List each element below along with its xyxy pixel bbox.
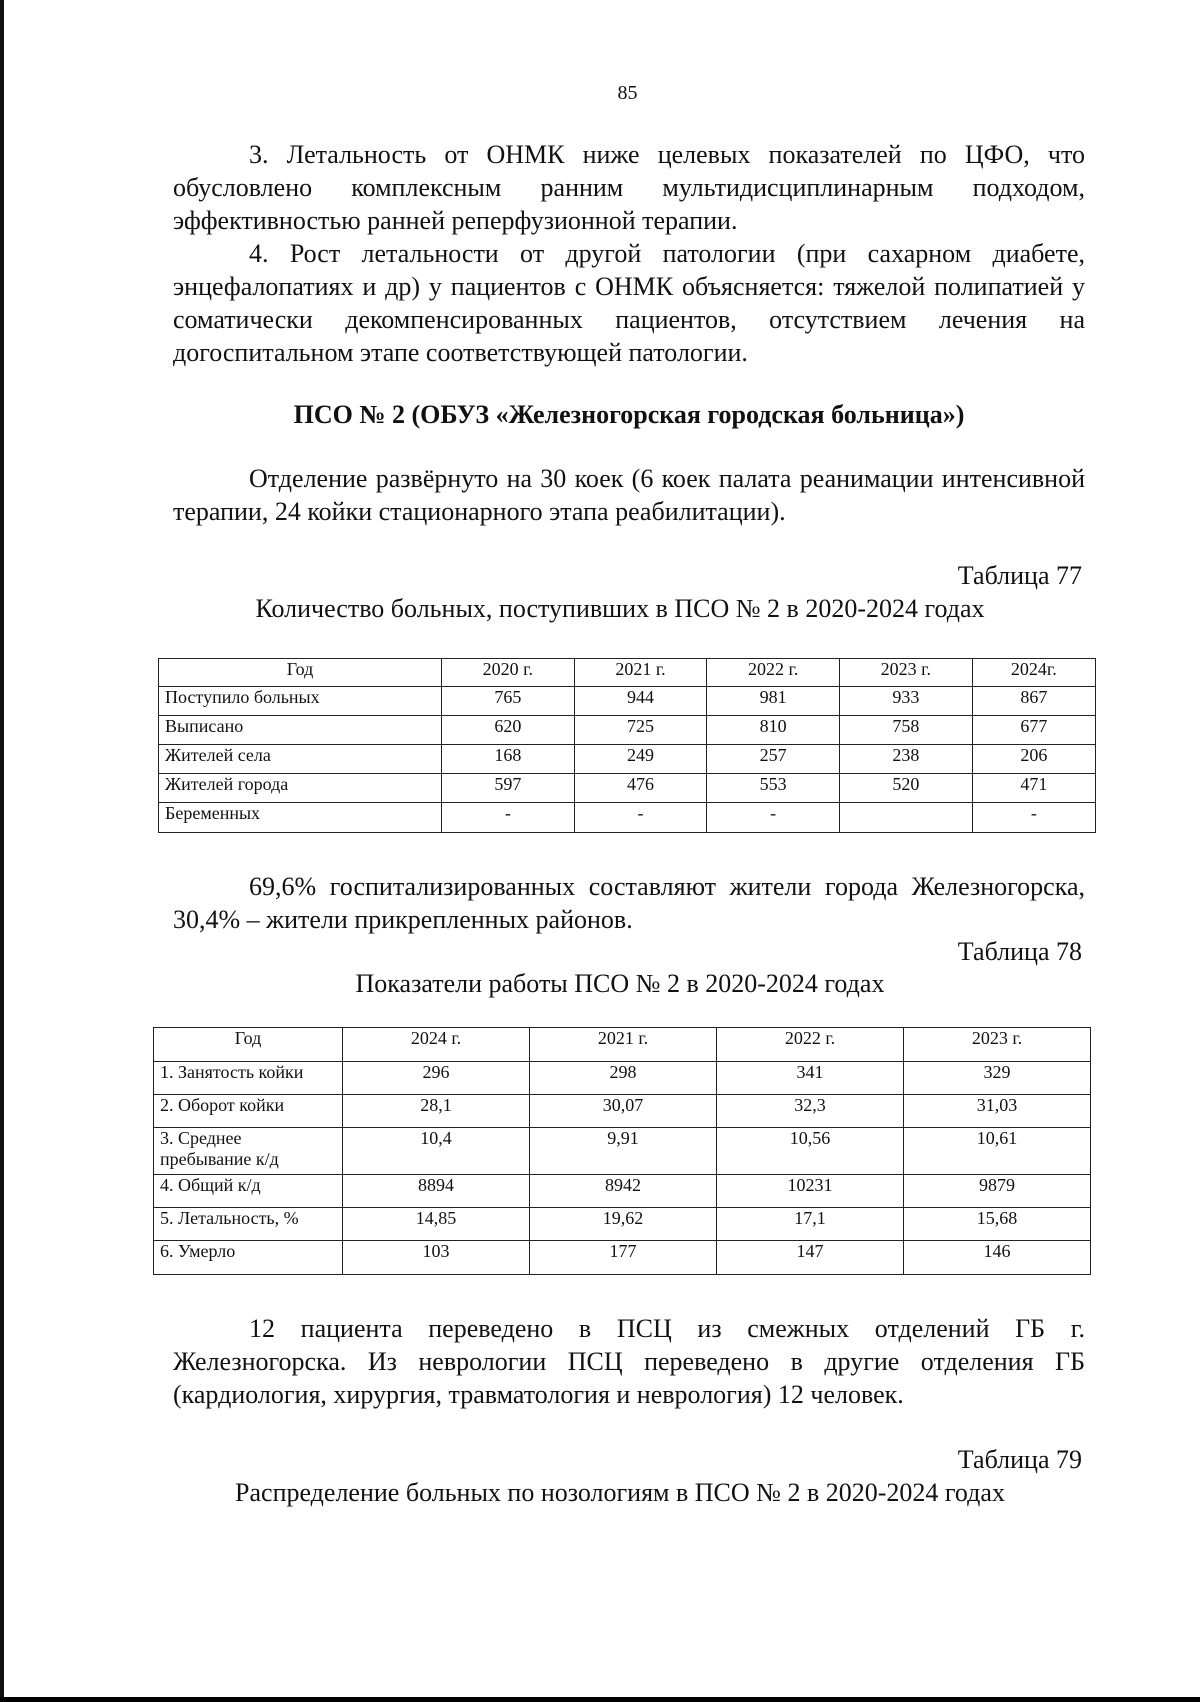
table-row bbox=[159, 716, 1096, 745]
table-cell: 298 bbox=[530, 1062, 717, 1095]
table78-caption: Показатели работы ПСО № 2 в 2020-2024 годах bbox=[355, 969, 885, 998]
table-cell: 597 bbox=[442, 774, 575, 803]
table-cell bbox=[840, 803, 973, 833]
table-cell: 17,1 bbox=[717, 1208, 904, 1241]
table-row bbox=[154, 1175, 1091, 1208]
table-row bbox=[154, 1241, 1091, 1275]
table-cell: - bbox=[707, 803, 840, 833]
table-cell: 553 bbox=[707, 774, 840, 803]
header-cell: Год bbox=[154, 1028, 343, 1062]
table-cell: 257 bbox=[707, 745, 840, 774]
table-cell: 329 bbox=[904, 1062, 1091, 1095]
table-row bbox=[159, 774, 1096, 803]
table-cell: 758 bbox=[840, 716, 973, 745]
table77-label: Таблица 77 bbox=[957, 561, 1082, 590]
table-cell: 31,03 bbox=[904, 1095, 1091, 1128]
table-header-row bbox=[154, 1028, 1091, 1062]
table-cell: 19,62 bbox=[530, 1208, 717, 1241]
table-cell: 810 bbox=[707, 716, 840, 745]
table-cell: - bbox=[442, 803, 575, 833]
table-cell: 520 bbox=[840, 774, 973, 803]
table-cell: 15,68 bbox=[904, 1208, 1091, 1241]
paragraph-mortality-growth: 4. Рост летальности от другой патологии (при сахарном диабете, энцефалопатиях и др) у пациентов с ОНМК объясняется: тяжелой полипатией у соматически декомпенсированных пациентов, отсутствием лечения на догоспитальном этапе соответствующей патологии. bbox=[173, 239, 1085, 367]
table-cell: 103 bbox=[343, 1241, 530, 1275]
header-cell: 2021 г. bbox=[530, 1028, 717, 1062]
row-label: Беременных bbox=[159, 803, 442, 833]
table-cell: 471 bbox=[972, 774, 1095, 803]
table-cell: 147 bbox=[717, 1241, 904, 1275]
table-row bbox=[159, 803, 1096, 833]
row-label: Жителей села bbox=[159, 745, 442, 774]
row-label: 3. Среднее пребывание к/д bbox=[154, 1128, 343, 1175]
table79-caption: Распределение больных по нозологиям в ПСО № 2 в 2020-2024 годах bbox=[235, 1478, 1005, 1507]
page-number: 85 bbox=[617, 82, 638, 104]
table-cell: - bbox=[972, 803, 1095, 833]
row-label: 2. Оборот койки bbox=[154, 1095, 343, 1128]
header-cell: 2020 г. bbox=[442, 659, 575, 687]
header-cell: 2022 г. bbox=[717, 1028, 904, 1062]
section-heading: ПСО № 2 (ОБУЗ «Железногорская городская больница») bbox=[293, 400, 965, 429]
table-cell: 867 bbox=[972, 687, 1095, 716]
header-cell: 2023 г. bbox=[840, 659, 973, 687]
table-cell: 168 bbox=[442, 745, 575, 774]
paragraph-residents: 69,6% госпитализированных составляют жители города Железногорска, 30,4% – жители прикрепленных районов. bbox=[173, 872, 1085, 934]
row-label: Выписано bbox=[159, 716, 442, 745]
table-cell: - bbox=[574, 803, 707, 833]
paragraph-mortality-cfo: 3. Летальность от ОНМК ниже целевых показателей по ЦФО, что обусловлено комплексным ранним мультидисциплинарным подходом, эффективностью ранней реперфузионной терапии. bbox=[173, 140, 1085, 235]
table-cell: 620 bbox=[442, 716, 575, 745]
header-cell: 2024 г. bbox=[343, 1028, 530, 1062]
row-label: 5. Летальность, % bbox=[154, 1208, 343, 1241]
table-cell: 9,91 bbox=[530, 1128, 717, 1175]
header-cell: 2024г. bbox=[972, 659, 1095, 687]
table-cell: 14,85 bbox=[343, 1208, 530, 1241]
table-cell: 981 bbox=[707, 687, 840, 716]
table-cell: 9879 bbox=[904, 1175, 1091, 1208]
table-header-row bbox=[159, 659, 1096, 687]
table-cell: 32,3 bbox=[717, 1095, 904, 1128]
table-cell: 177 bbox=[530, 1241, 717, 1275]
row-label: 6. Умерло bbox=[154, 1241, 343, 1275]
paragraph-transfers: 12 пациента переведено в ПСЦ из смежных отделений ГБ г. Железногорска. Из неврологии ПСЦ переведено в другие отделения ГБ (кардиология, хирургия, травматология и неврология) 12 человек. bbox=[173, 1314, 1085, 1409]
row-label: 4. Общий к/д bbox=[154, 1175, 343, 1208]
header-cell: 2021 г. bbox=[574, 659, 707, 687]
scan-edge-line bbox=[0, 0, 4, 1702]
table-cell: 238 bbox=[840, 745, 973, 774]
row-label: Жителей города bbox=[159, 774, 442, 803]
table-cell: 341 bbox=[717, 1062, 904, 1095]
paragraph-beds: Отделение развёрнуто на 30 коек (6 коек палата реанимации интенсивной терапии, 24 койки стационарного этапа реабилитации). bbox=[173, 464, 1085, 526]
table-cell: 933 bbox=[840, 687, 973, 716]
table-cell: 10,56 bbox=[717, 1128, 904, 1175]
table-row bbox=[154, 1095, 1091, 1128]
table-cell: 296 bbox=[343, 1062, 530, 1095]
table79-label: Таблица 79 bbox=[957, 1445, 1082, 1474]
table-cell: 206 bbox=[972, 745, 1095, 774]
table-cell: 249 bbox=[574, 745, 707, 774]
table-cell: 10231 bbox=[717, 1175, 904, 1208]
table-cell: 28,1 bbox=[343, 1095, 530, 1128]
header-cell: 2023 г. bbox=[904, 1028, 1091, 1062]
table-cell: 677 bbox=[972, 716, 1095, 745]
table-row bbox=[154, 1062, 1091, 1095]
header-cell: Год bbox=[159, 659, 442, 687]
row-label: 1. Занятость койки bbox=[154, 1062, 343, 1095]
table-cell: 10,61 bbox=[904, 1128, 1091, 1175]
table77 bbox=[158, 658, 1096, 833]
table-cell: 8942 bbox=[530, 1175, 717, 1208]
table-cell: 725 bbox=[574, 716, 707, 745]
table-cell: 10,4 bbox=[343, 1128, 530, 1175]
row-label: Поступило больных bbox=[159, 687, 442, 716]
scan-bottom-edge bbox=[0, 1697, 1200, 1702]
table-cell: 476 bbox=[574, 774, 707, 803]
table-row bbox=[154, 1128, 1091, 1175]
table-row bbox=[159, 745, 1096, 774]
table-cell: 765 bbox=[442, 687, 575, 716]
table-row bbox=[154, 1208, 1091, 1241]
table-cell: 146 bbox=[904, 1241, 1091, 1275]
table-cell: 8894 bbox=[343, 1175, 530, 1208]
table77-caption: Количество больных, поступивших в ПСО № 2 в 2020-2024 годах bbox=[255, 594, 985, 623]
table-cell: 944 bbox=[574, 687, 707, 716]
table-cell: 30,07 bbox=[530, 1095, 717, 1128]
header-cell: 2022 г. bbox=[707, 659, 840, 687]
table78-label: Таблица 78 bbox=[957, 937, 1082, 966]
table-row bbox=[159, 687, 1096, 716]
table78 bbox=[153, 1027, 1091, 1275]
